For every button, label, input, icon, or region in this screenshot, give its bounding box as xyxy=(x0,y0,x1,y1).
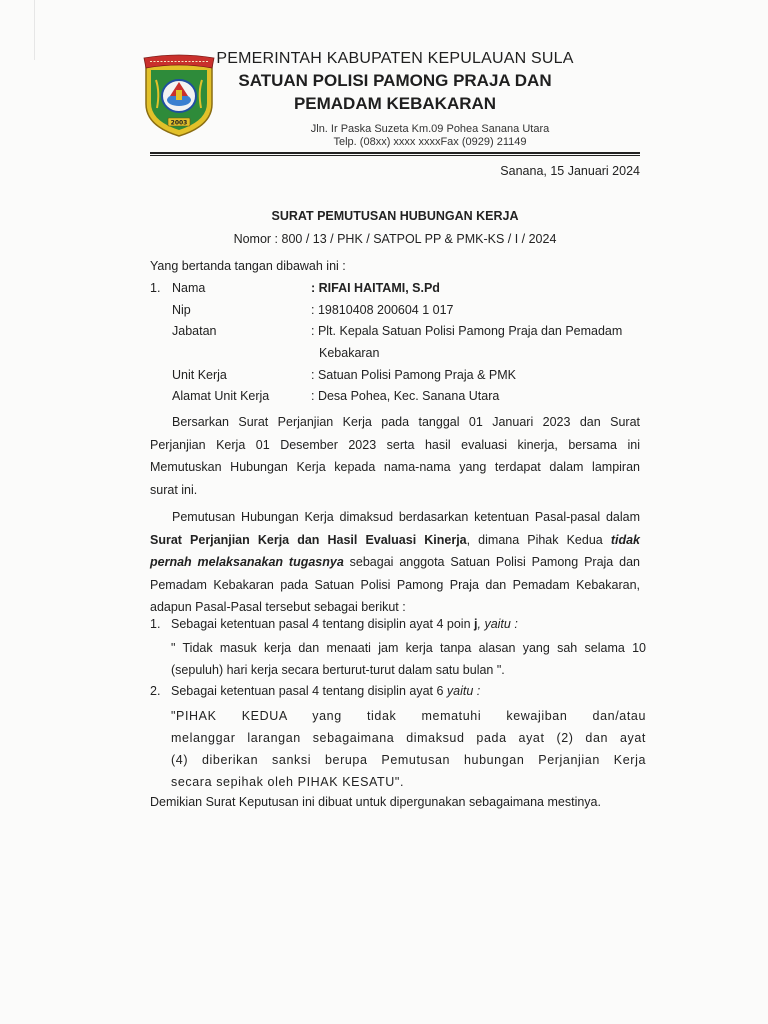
field-value-jabatan-cont: Kebakaran xyxy=(319,346,380,360)
provision-quote-line: (sepuluh) hari kerja secara berturut-turut dalam satu bulan ". xyxy=(171,662,505,677)
paragraph-termination-line xyxy=(150,529,640,552)
opening-line: Yang bertanda tangan dibawah ini : xyxy=(150,259,346,273)
letterhead-rule-thin xyxy=(150,155,640,156)
provision-number: 1. xyxy=(150,617,161,631)
field-value-alamat: : Desa Pohea, Kec. Sanana Utara xyxy=(311,389,500,403)
field-label-alamat: Alamat Unit Kerja xyxy=(172,389,270,403)
provision-quote-line: "PIHAK KEDUA yang tidak mematuhi kewajiban dan/atau xyxy=(171,709,646,723)
paragraph-text: , dimana Pihak Kedua xyxy=(466,532,611,547)
provision-quote-line: " Tidak masuk kerja dan menaati jam kerja tanpa alasan yang sah selama 10 xyxy=(171,641,646,655)
paragraph-basis xyxy=(150,411,640,501)
provision-text xyxy=(171,617,518,631)
provision-yaitu: yaitu : xyxy=(446,684,481,698)
signatory-number: 1. xyxy=(150,281,161,295)
emphasis-duties: pernah melaksanakan tugasnya xyxy=(150,555,344,569)
paragraph-basis-line: Perjanjian Kerja 01 Desember 2023 serta hasil evaluasi kinerja, bersama ini xyxy=(150,437,640,452)
paragraph-termination-line: adapun Pasal-Pasal tersebut sebagai berikut : xyxy=(150,600,406,614)
letterhead-rule xyxy=(150,152,640,154)
paragraph-basis-line: Memutuskan Hubungan Kerja kepada nama-nama yang terdapat dalam lampiran xyxy=(150,460,640,474)
letter-number: Nomor : 800 / 13 / PHK / SATPOL PP & PMK-KS / I / 2024 xyxy=(233,232,557,246)
provision-quote xyxy=(171,638,646,681)
field-value-nama: : RIFAI HAITAMI, S.Pd xyxy=(311,281,440,295)
emphasis-not: tidak xyxy=(610,532,640,547)
provision-quote-line: (4) diberikan sanksi berupa Pemutusan hubungan Perjanjian Kerja xyxy=(171,753,646,767)
provision-quote xyxy=(171,705,646,793)
field-value-nip: : 19810408 200604 1 017 xyxy=(311,303,454,317)
paragraph-basis-line: Bersarkan Surat Perjanjian Kerja pada tanggal 01 Januari 2023 dan Surat xyxy=(172,415,640,429)
letterhead-government: PEMERINTAH KABUPATEN KEPULAUAN SULA xyxy=(216,50,574,67)
letterhead-agency-line2: PEMADAM KEBAKARAN xyxy=(293,94,497,113)
closing-line: Demikian Surat Keputusan ini dibuat untuk dipergunakan sebagaimana mestinya. xyxy=(150,795,601,809)
provision-quote-line: secara sepihak oleh PIHAK KESATU". xyxy=(171,775,405,789)
provision-quote-line: melanggar larangan sebagaimana dimaksud pada ayat (2) dan ayat xyxy=(171,731,646,745)
paragraph-termination-line: Pemadam Kebakaran pada Satuan Polisi Pamong Praja dan Pemadam Kebakaran, xyxy=(150,577,640,592)
letter-date: Sanana, 15 Januari 2024 xyxy=(500,164,640,178)
provision-yaitu: , yaitu : xyxy=(477,617,518,631)
letterhead-agency-line1: SATUAN POLISI PAMONG PRAJA DAN xyxy=(238,71,552,90)
field-value-jabatan: : Plt. Kepala Satuan Polisi Pamong Praja dan Pemadam xyxy=(311,324,623,338)
provision-text-main: Sebagai ketentuan pasal 4 tentang disiplin ayat 4 poin xyxy=(171,617,475,631)
letterhead-address: Jln. Ir Paska Suzeta Km.09 Pohea Sanana Utara xyxy=(310,123,550,135)
paragraph-termination-line xyxy=(150,551,640,574)
svg-text:2003: 2003 xyxy=(170,119,188,127)
provision-number: 2. xyxy=(150,684,161,698)
provision-text-main: Sebagai ketentuan pasal 4 tentang disiplin ayat 6 xyxy=(171,684,447,698)
scan-edge-mark xyxy=(34,0,35,60)
paragraph-text: sebagai anggota Satuan Polisi Pamong Praja dan xyxy=(343,555,640,569)
paragraph-termination-line: Pemutusan Hubungan Kerja dimaksud berdasarkan ketentuan Pasal-pasal dalam xyxy=(172,510,640,524)
provision-point: j xyxy=(474,617,478,631)
letter-title: SURAT PEMUTUSAN HUBUNGAN KERJA xyxy=(271,209,519,223)
paragraph-basis-line: surat ini. xyxy=(150,482,198,497)
field-label-nama: Nama xyxy=(172,281,206,295)
letterhead-phone: Telp. (08xx) xxxx xxxxFax (0929) 21149 xyxy=(333,136,527,148)
provision-text xyxy=(171,684,480,698)
emphasis-agreement: Surat Perjanjian Kerja dan Hasil Evaluasi Kinerja xyxy=(150,532,467,547)
field-label-jabatan: Jabatan xyxy=(172,324,217,338)
field-label-unit-kerja: Unit Kerja xyxy=(172,368,227,382)
field-label-nip: Nip xyxy=(172,303,191,317)
letterhead xyxy=(150,50,640,148)
field-value-unit-kerja: : Satuan Polisi Pamong Praja & PMK xyxy=(311,368,516,382)
paragraph-termination xyxy=(150,506,640,619)
